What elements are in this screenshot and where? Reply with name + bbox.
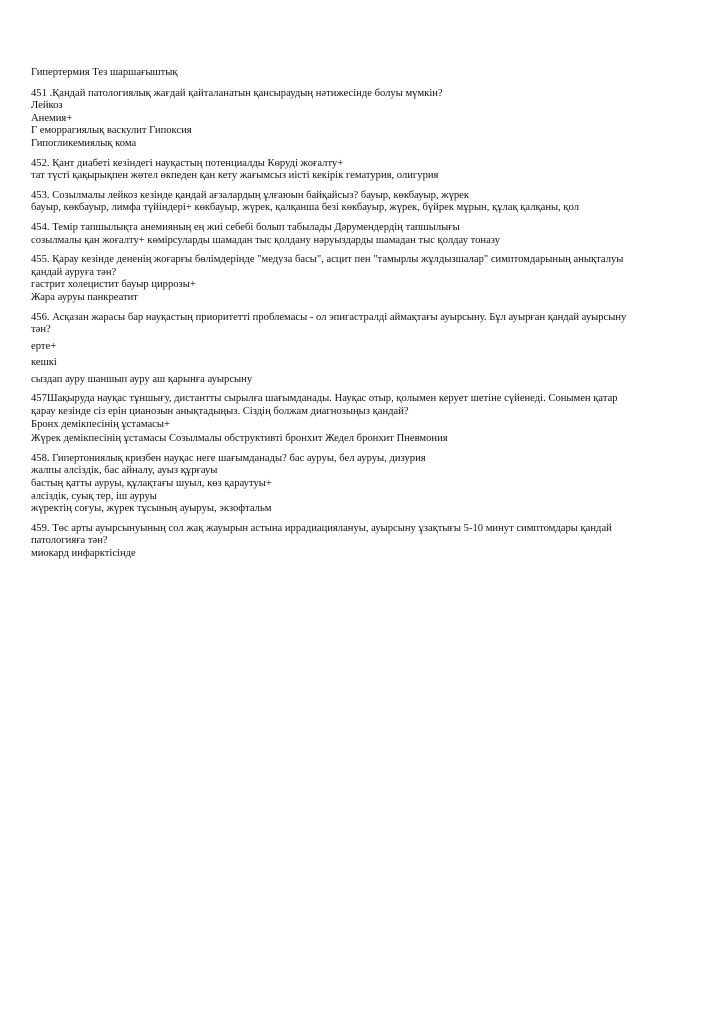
answer-option: Лейкоз <box>31 100 63 112</box>
answer-option: миокард инфарктісінде <box>31 548 136 559</box>
answer-option-correct: бастың қатты ауруы, құлақтағы шуыл, көз қараутуы+ <box>31 478 272 490</box>
question-text-cont: патологияға тән? <box>31 535 108 547</box>
question-451 <box>31 88 686 151</box>
answer-option-correct: Анемия+ <box>31 112 73 124</box>
question-457 <box>31 393 686 445</box>
intro-line: Гипертермия Тез шаршағыштық <box>31 67 178 78</box>
answer-options: Жүрек демікпесінің ұстамасы Созылмалы обструктивті бронхит Жедел бронхит Пневмония <box>31 433 448 445</box>
answer-options: бауыр, көкбауыр, лимфа түйіндері+ көкбауыр, жүрек, қалқанша безі көкбауыр, жүрек, бүйрек мұрын, құлақ қалқаны, қол <box>31 202 580 214</box>
question-text-cont: тән? <box>31 324 51 336</box>
question-455 <box>31 254 686 304</box>
answer-option: жалпы әлсіздік, бас айналу, ауыз құрғауы <box>31 465 218 477</box>
answer-option: жүректің соғуы, жүрек тұсының ауыруы, экзофтальм <box>31 503 272 515</box>
question-458 <box>31 453 686 516</box>
question-452 <box>31 158 686 183</box>
question-454 <box>31 222 686 247</box>
question-459 <box>31 523 686 561</box>
question-text: 456. Асқазан жарасы бар науқастың приоритетті проблемасы - ол эпигастралді аймақтағы ауырсыну. Бұл ауырған қандай ауырсыну <box>31 311 627 323</box>
answer-option: кешкі <box>31 357 57 369</box>
question-text-cont: қандай ауруға тән? <box>31 266 117 278</box>
answer-options: Жара ауруы панкреатит <box>31 291 138 303</box>
answer-option: Г еморрагиялық васкулит Гипоксия <box>31 125 192 137</box>
question-text: 459. Төс арты ауырсынуының сол жақ жауырын астына иррадиациялануы, ауырсыну ұзақтығы 5-10 минут симптомдары қандай <box>31 522 612 534</box>
question-text: 457Шақыруда науқас тұншығу, дистантты сырылға шағымданады. Науқас отыр, қолымен керует шетіне сүйенеді. Сонымен қатар <box>31 393 618 405</box>
question-text: 453. Созылмалы лейкоз кезінде қандай ағзалардың ұлғаюын байқайсыз? бауыр, көкбауыр, жүрек <box>31 189 470 201</box>
document-page <box>31 67 686 568</box>
question-456 <box>31 312 686 387</box>
question-text: 458. Гипертониялық кризбен науқас неге шағымданады? бас ауруы, бел ауруы, дизурия <box>31 452 426 464</box>
answer-option: әлсіздік, суық тер, іш ауруы <box>31 490 157 502</box>
answer-options: тат түсті қақырықпен жөтел өкпеден қан кету жағымсыз иісті кекірік гематурия, олигурия <box>31 170 439 182</box>
question-text: 455. Қарау кезінде дененің жоғарғы бөлімдерінде "медуза басы", асцит пен "тамырлы жұлдызшалар" симптомдарының анықталуы <box>31 254 624 266</box>
question-text-cont: қарау кезінде сіз ерін цианозын анықтадыңыз. Сіздің болжам диагнозыңыз қандай? <box>31 406 409 418</box>
answer-option-correct: ерте+ <box>31 340 57 352</box>
answer-options: созылмалы қан жоғалту+ көмірсуларды шамадан тыс қолдану нәруыздарды шамадан тыс қолдау тоназу <box>31 234 501 246</box>
question-453 <box>31 190 686 215</box>
answer-option: Гипогликемиялық кома <box>31 137 137 149</box>
answer-options: гастрит холецистит бауыр циррозы+ <box>31 279 196 291</box>
question-text: 452. Қант диабеті кезіндегі науқастың потенциалды Көруді жоғалту+ <box>31 157 344 169</box>
answer-option-correct: Бронх демікпесінің ұстамасы+ <box>31 418 170 430</box>
question-text: 451 .Қандай патологиялық жағдай қайталанатын қансыраудың нәтижесінде болуы мүмкін? <box>31 87 443 99</box>
answer-options: сыздап ауру шаншып ауру аш қарынға ауырсыну <box>31 373 253 385</box>
question-text: 454. Темір тапшылықта анемияның ең жиі себебі болып табылады Дәрумендердің тапшылығы <box>31 221 460 233</box>
intro-block <box>31 67 686 80</box>
